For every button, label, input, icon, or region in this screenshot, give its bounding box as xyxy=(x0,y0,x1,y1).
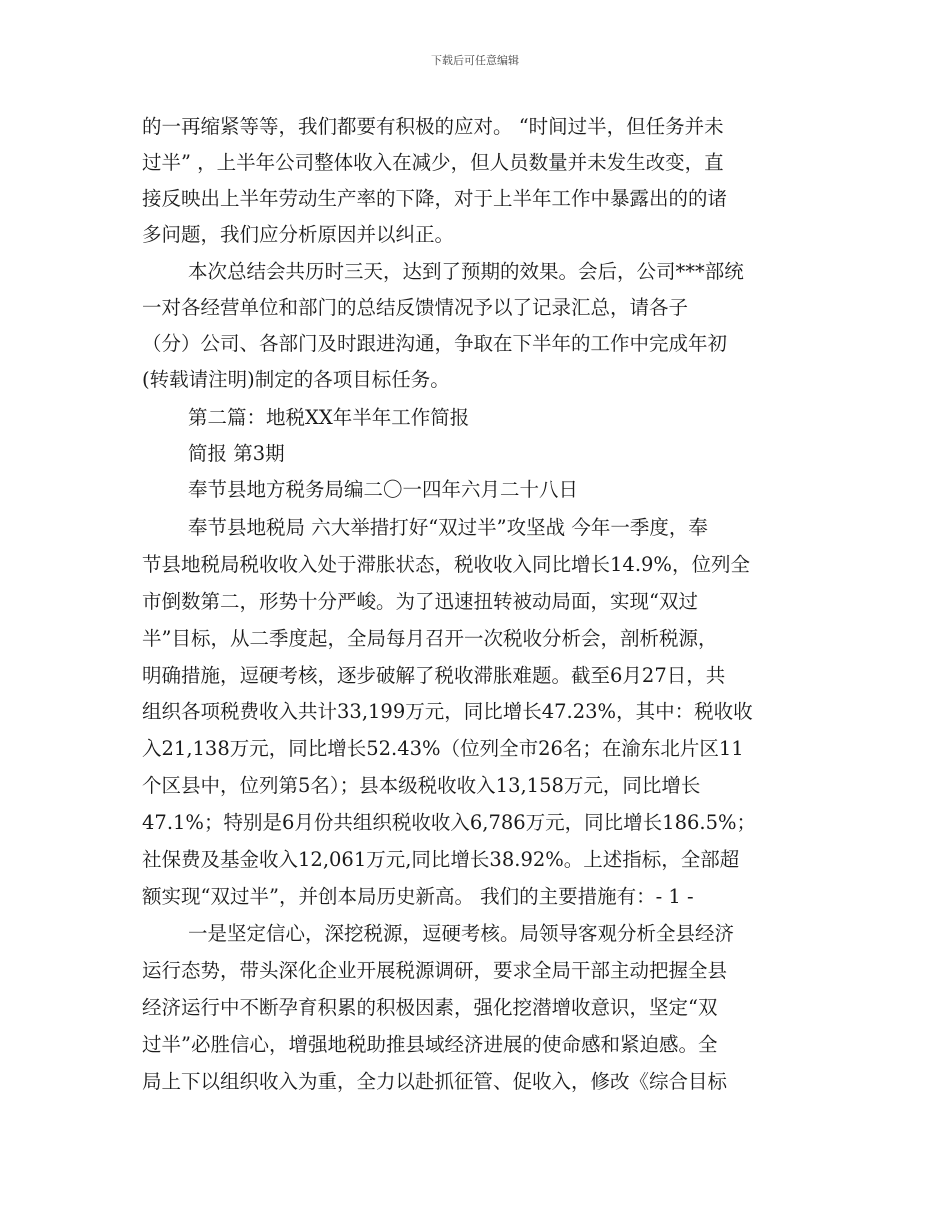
text-line: 47.1%；特别是6月份共组织税收收入6,786万元，同比增长186.5%； xyxy=(142,811,757,834)
text-line: 多问题，我们应分析原因并以纠正。 xyxy=(142,223,455,246)
section-title: 第二篇：地税XX年半年工作简报 xyxy=(188,406,470,429)
text-line: 个区县中，位列第5名）；县本级税收收入13,158万元，同比增长 xyxy=(142,774,701,797)
text-line: 入21,138万元，同比增长52.43%（位列全市26名；在渝东北片区11 xyxy=(142,737,744,760)
text-line: 额实现“双过半”，并创本局历史新高。 我们的主要措施有：- 1 - xyxy=(142,885,694,908)
text-line: 接反映出上半年劳动生产率的下降，对于上半年工作中暴露出的的诸 xyxy=(142,187,728,210)
page-header: 下载后可任意编辑 xyxy=(431,54,519,67)
text-line: 市倒数第二，形势十分严峻。为了迅速扭转被动局面，实现“双过 xyxy=(142,590,698,613)
text-line: 半”目标，从二季度起，全局每月召开一次税收分析会，剖析税源， xyxy=(142,627,718,650)
text-line: 组织各项税费收入共计33,199万元，同比增长47.23%，其中：税收收 xyxy=(142,700,753,723)
text-line: 奉节县地税局 六大举措打好“双过半”攻坚战 今年一季度，奉 xyxy=(188,516,708,539)
text-line: 节县地税局税收收入处于滞胀状态，税收收入同比增长14.9%，位列全 xyxy=(142,553,750,576)
text-line: 社保费及基金收入12,061万元,同比增长38.92%。上述指标，全部超 xyxy=(142,848,740,871)
text-line: 过半”必胜信心，增强地税助推县域经济进展的使命感和紧迫感。全 xyxy=(142,1033,718,1056)
text-line: 运行态势，带头深化企业开展税源调研，要求全局干部主动把握全县 xyxy=(142,959,728,982)
text-line: (转载请注明)制定的各项目标任务。 xyxy=(142,368,450,391)
text-line: 过半” ，上半年公司整体收入在减少，但人员数量并未发生改变，直 xyxy=(142,151,724,174)
issue-number: 简报 第3期 xyxy=(188,442,285,465)
text-line: 明确措施，逗硬考核，逐步破解了税收滞胀难题。截至6月27日，共 xyxy=(142,664,726,687)
text-line: 的一再缩紧等等，我们都要有积极的应对。 “时间过半，但任务并未 xyxy=(142,115,724,138)
text-line: 一是坚定信心，深挖税源，逗硬考核。局领导客观分析全县经济 xyxy=(188,922,735,945)
publish-info: 奉节县地方税务局编二〇一四年六月二十八日 xyxy=(188,478,579,501)
text-line: 一对各经营单位和部门的总结反馈情况予以了记录汇总，请各子 xyxy=(142,296,689,319)
text-line: 局上下以组织收入为重，全力以赴抓征管、促收入，修改《综合目标 xyxy=(142,1070,728,1093)
text-line: 经济运行中不断孕育积累的积极因素，强化挖潜增收意识，坚定“双 xyxy=(142,996,718,1019)
text-line: （分）公司、各部门及时跟进沟通，争取在下半年的工作中完成年初 xyxy=(142,332,728,355)
text-line: 本次总结会共历时三天，达到了预期的效果。会后，公司***部统 xyxy=(188,260,744,283)
